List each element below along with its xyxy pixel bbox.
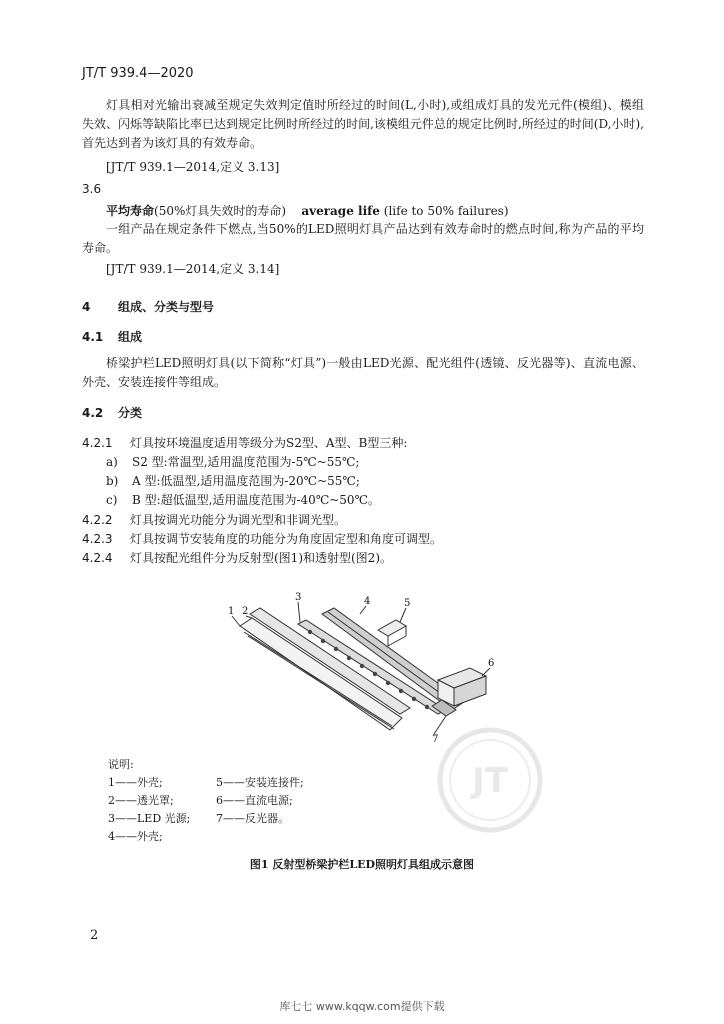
part-label-6: 6 xyxy=(488,658,495,669)
jt-stamp-text: JT xyxy=(472,761,508,801)
figure-1-caption: 图1 反射型桥梁护栏LED照明灯具组成示意图 xyxy=(249,858,475,871)
list-marker: a) xyxy=(106,455,118,469)
legend-item: 7——反光器。 xyxy=(216,812,289,825)
term-zh-note: (50%灯具失效时的寿命) xyxy=(154,204,287,218)
clause-4-2-4 xyxy=(82,549,392,566)
part-label-1: 1 xyxy=(228,606,235,617)
term-3-6 xyxy=(106,202,509,219)
part-label-5: 5 xyxy=(404,598,411,609)
figure-legend-title: 说明: xyxy=(108,758,134,771)
clause-4-2-1-number: 4.2.1 xyxy=(82,436,113,450)
list-item-c xyxy=(106,491,380,508)
page-number: 2 xyxy=(90,928,99,943)
clause-4-2-1-text: 灯具按环境温度适用等级分为S2型、A型、B型三种: xyxy=(130,436,408,450)
clause-4-2-3 xyxy=(82,530,442,547)
term-en-note: (life to 50% failures) xyxy=(383,204,509,218)
list-item-text: S2 型:常温型,适用温度范围为-5℃~55℃; xyxy=(132,455,360,469)
clause-4-2-3-text: 灯具按调节安装角度的功能分为角度固定型和角度可调型。 xyxy=(130,532,443,546)
list-item-a xyxy=(106,453,359,470)
citation-3-6: [JT/T 939.1—2014,定义 3.14] xyxy=(106,262,280,276)
legend-item: 4——外壳; xyxy=(108,830,163,843)
term-zh: 平均寿命 xyxy=(106,204,155,218)
part-label-2: 2 xyxy=(242,606,249,617)
legend-item: 3——LED 光源; xyxy=(108,812,191,825)
part-label-7: 7 xyxy=(432,734,439,745)
section-4-number: 4 xyxy=(82,300,91,314)
section-4-1-number: 4.1 xyxy=(82,330,104,344)
definition-3-5-text: 灯具相对光输出衰减至规定失效判定值时所经过的时间(L,小时),或组成灯具的发光元件(模组)、模组失效、闪烁等缺陷比率已达到规定比例时所经过的时间,该模组元件总的规定比例时,所经过的时间(D,小时),首先达到者为该灯具的有效寿命。 xyxy=(82,98,644,150)
definition-3-6-text: 一组产品在规定条件下燃点,当50%的LED照明灯具产品达到有效寿命时的燃点时间,称为产品的平均寿命。 xyxy=(82,222,644,255)
list-item-text: B 型:超低温型,适用温度范围为-40℃~50℃。 xyxy=(132,493,380,507)
clause-4-2-4-text: 灯具按配光组件分为反射型(图1)和透射型(图2)。 xyxy=(130,551,392,565)
download-watermark: 库七七 www.kqqw.com提供下载 xyxy=(279,1000,445,1013)
legend-item: 1——外壳; xyxy=(108,776,163,789)
clause-4-2-3-number: 4.2.3 xyxy=(82,532,113,546)
clause-4-2-2 xyxy=(82,511,346,528)
clause-4-2-1 xyxy=(82,434,407,451)
part-label-4: 4 xyxy=(364,596,371,607)
bracket-outline xyxy=(378,620,406,636)
section-4-heading xyxy=(82,298,214,315)
section-4-1-heading xyxy=(82,328,142,345)
section-4-title: 组成、分类与型号 xyxy=(118,300,215,314)
legend-item: 2——透光罩; xyxy=(108,794,174,807)
section-4-2-heading xyxy=(82,404,142,421)
section-4-2-title: 分类 xyxy=(118,406,143,420)
legend-item: 5——安装连接件; xyxy=(216,776,304,789)
jt-stamp xyxy=(430,720,550,840)
term-en: average life xyxy=(301,204,380,218)
clause-4-2-2-number: 4.2.2 xyxy=(82,513,113,527)
list-item-b xyxy=(106,472,360,489)
standard-number-header: JT/T 939.4—2020 xyxy=(82,66,194,81)
list-marker: c) xyxy=(106,493,118,507)
list-marker: b) xyxy=(106,474,119,488)
clause-4-2-2-text: 灯具按调光功能分为调光型和非调光型。 xyxy=(130,513,347,527)
section-4-2-number: 4.2 xyxy=(82,406,104,420)
legend-item: 6——直流电源; xyxy=(216,794,293,807)
section-4-1-title: 组成 xyxy=(118,330,143,344)
part-label-3: 3 xyxy=(295,592,302,603)
section-4-1-text: 桥梁护栏LED照明灯具(以下简称“灯具”)一般由LED光源、配光组件(透镜、反光器等)、直流电源、外壳、安装连接件等组成。 xyxy=(82,356,644,389)
clause-3-6-number: 3.6 xyxy=(82,182,102,196)
list-item-text: A 型:低温型,适用温度范围为-20℃~55℃; xyxy=(132,474,360,488)
clause-4-2-4-number: 4.2.4 xyxy=(82,551,113,565)
citation-3-5: [JT/T 939.1—2014,定义 3.13] xyxy=(106,160,280,174)
